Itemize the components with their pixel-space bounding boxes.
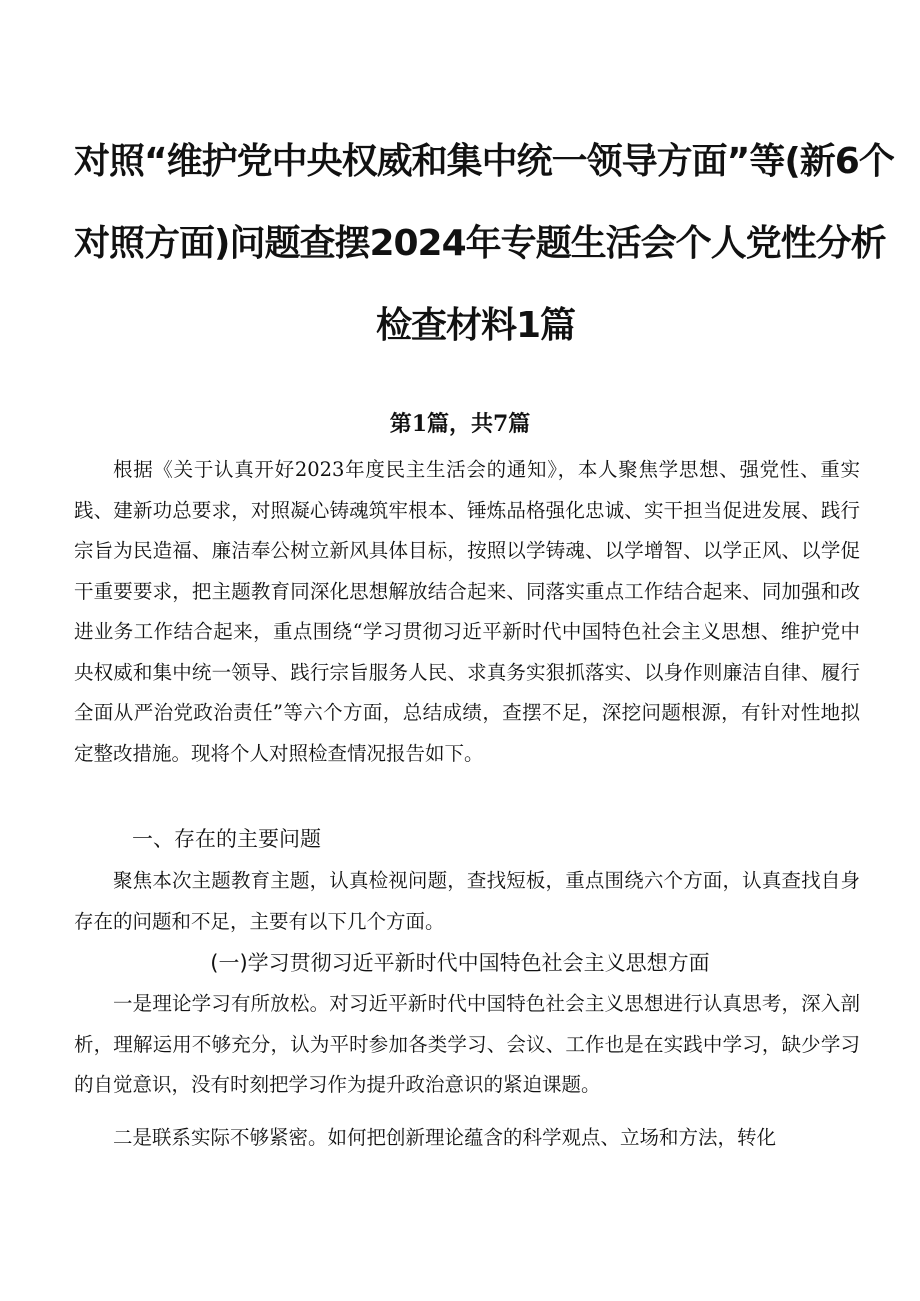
part-indicator: 第1篇，共7篇 [389,411,531,437]
document-title-line-1: 对照“维护党中央权威和集中统一领导方面”等(新6个 [74,141,894,182]
document-title-line-2: 对照方面)问题查摆2024年专题生活会个人党性分析 [74,223,886,264]
document-title-line-3: 检查材料1篇 [376,305,576,346]
problem-paragraph-1: 一是理论学习有所放松。对习近平新时代中国特色社会主义思想进行认真思考，深入剖析，理解运用不够充分，认为平时参加各类学习、会议、工作也是在实践中学习，缺少学习的自觉意识，没有时刻把学习作为提升政治意识的紧迫课题。 [74,992,860,1096]
section-heading-main-problems: 一、存在的主要问题 [132,827,321,851]
problem-paragraph-2: 二是联系实际不够紧密。如何把创新理论蕴含的科学观点、立场和方法，转化 [113,1126,777,1149]
section-intro-paragraph: 聚焦本次主题教育主题，认真检视问题，查找短板，重点围绕六个方面，认真查找自身存在的问题和不足，主要有以下几个方面。 [74,869,860,933]
intro-paragraph: 根据《关于认真开好2023年度民主生活会的通知》，本人聚焦学思想、强党性、重实践、建新功总要求，对照凝心铸魂筑牢根本、锤炼品格强化忠诚、实干担当促进发展、践行宗旨为民造福、廉洁奉公树立新风具体目标，按照以学铸魂、以学增智、以学正风、以学促干重要要求，把主题教育同深化思想解放结合起来、同落实重点工作结合起来、同加强和改进业务工作结合起来，重点围绕“学习贯彻习近平新时代中国特色社会主义思想、维护党中央权威和集中统一领导、践行宗旨服务人民、求真务实狠抓落实、以身作则廉洁自律、履行全面从严治党政治责任”等六个方面，总结成绩，查摆不足，深挖问题根源，有针对性地拟定整改措施。现将个人对照检查情况报告如下。 [74,458,860,765]
subsection-heading-theory-study: (一)学习贯彻习近平新时代中国特色社会主义思想方面 [210,951,710,975]
